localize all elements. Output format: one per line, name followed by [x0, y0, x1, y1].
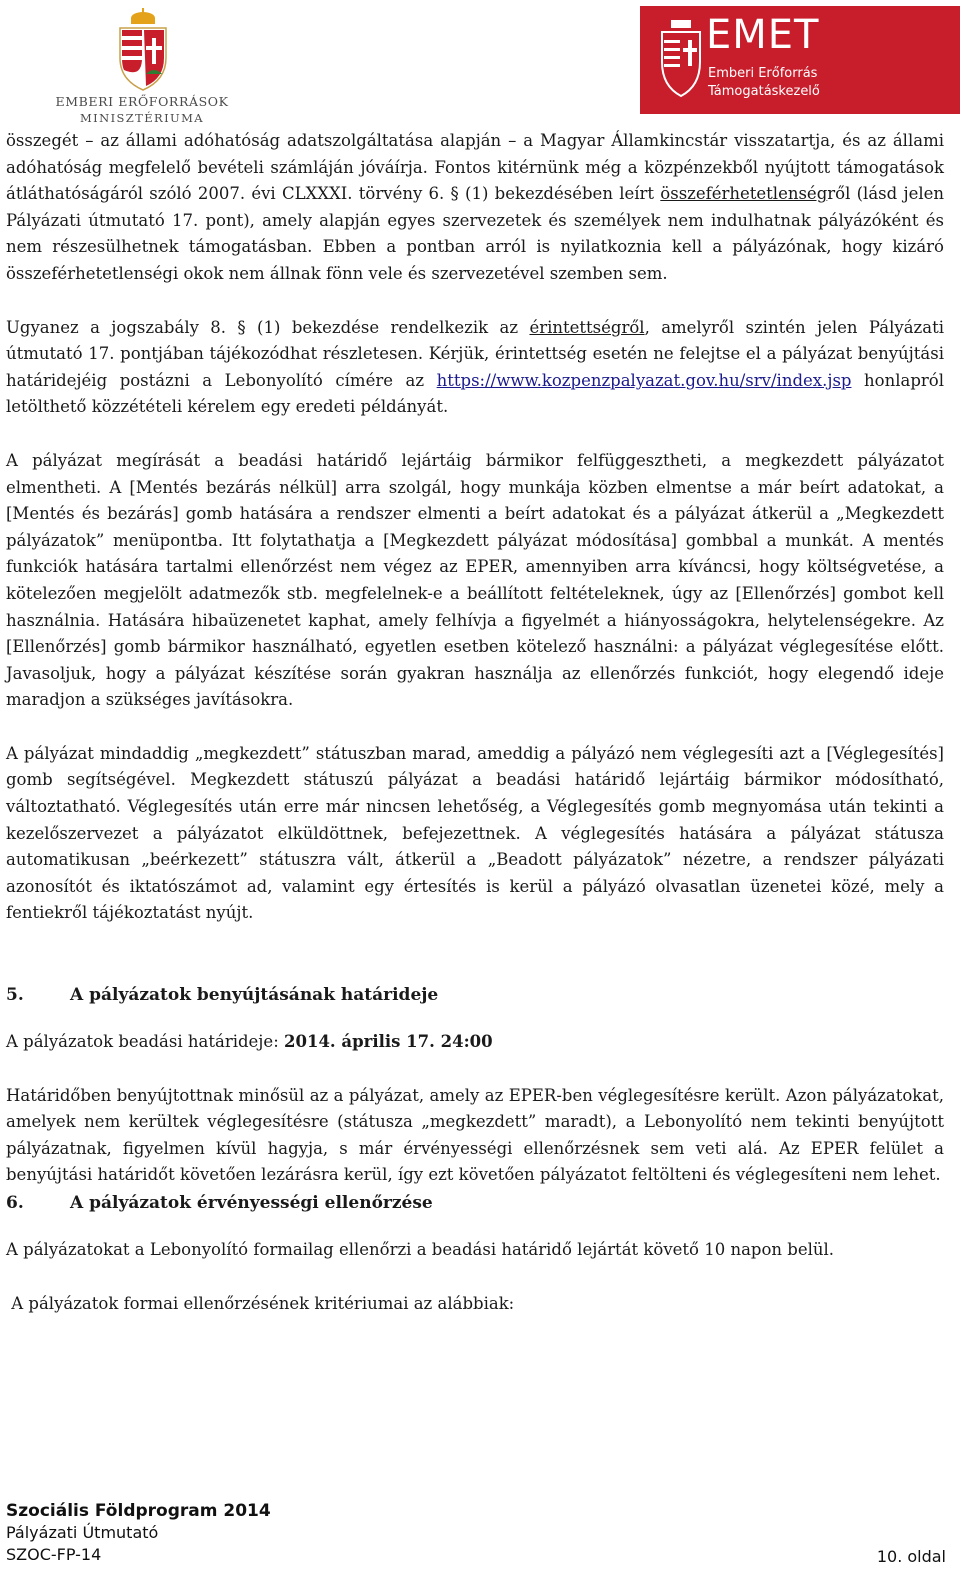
paragraph-1	[6, 128, 944, 288]
ministry-logo	[54, 8, 230, 126]
emet-subtitle-1: Emberi Erőforrás	[708, 66, 818, 81]
paragraph-2	[6, 315, 944, 421]
section-6-title: A pályázatok érvényességi ellenőrzése	[70, 1193, 433, 1213]
footer-code: SZOC-FP-14	[6, 1545, 102, 1564]
footer-doc-title: Pályázati Útmutató	[6, 1523, 159, 1542]
p2-text-c: , amelyről szintén jelen Pályázati útmutató 17. pontjában tájékozódhat részletesen. Kérjük, érintettség esetén ne felejtse el a pályázat benyújtási határidejéig postázni a Lebonyolító címére az	[6, 317, 944, 390]
coat-of-arms-white-icon	[658, 16, 704, 104]
p2-text-d: honlapról letölthető közzétételi kérelem egy eredeti példányát.	[6, 370, 944, 417]
section-5-number: 5.	[6, 985, 24, 1006]
section-6-heading	[6, 1189, 944, 1217]
p2-underlined-term: érintettségről	[529, 317, 645, 337]
page-header	[0, 0, 960, 128]
deadline-label: A pályázatok beadási határideje:	[6, 1032, 284, 1052]
paragraph-3: A pályázat megírását a beadási határidő lejártáig bármikor felfüggesztheti, a megkezdett pályázatot elmentheti. A [Mentés bezárás nélkül] arra szolgál, hogy munkája közben elmentse a már beírt adatokat, a [Mentés és bezárás] gomb hatására a rendszer elmenti a beírt adatokat és a pályázat átkerül a „Megkezdett pályázatok” menüpontba. Itt folytathatja a [Megkezdett pályázat módosítása] gombbal a munkát. A mentés funkciók hatására tartalmi ellenőrzést nem végez az EPER, amennyiben arra kíváncsi, hogy költségvetése, a kötelezően megjelölt adatmezők stb. megfelelnek-e a beállított feltételeknek, úgy az [Ellenőrzés] gombot kell használnia. Hatására hibaüzenetet kaphat, amely felhívja a figyelmét a hiányosságokra, helytelenségekre. Az [Ellenőrzés] gomb bármikor használható, egyetlen esetben kötelező használni: a pályázat véglegesítése előtt. Javasoljuk, hogy a pályázat készítése során gyakran használja az ellenőrzés funkciót, hogy elegendő ideje maradjon a szükséges javításokra.	[6, 450, 944, 710]
emet-title: EMET	[706, 12, 820, 58]
p1-underlined-term: összeférhetetlenség	[660, 184, 828, 204]
paragraph-4: A pályázat mindaddig „megkezdett” státuszban marad, ameddig a pályázó nem véglegesíti azt a [Véglegesítés] gomb segítségével. Megkezdett státuszú pályázat a beadási határidő lejártáig bármikor módosítható, változtatható. Véglegesítés után erre már nincsen lehetőség, a Véglegesítés gomb megnyomása után tekinti a kezelőszervezet a pályázatot elküldöttnek, befejezettnek. A véglegesítés hatására a pályázat státusza automatikusan „beérkezett” státuszra vált, átkerül a „Beadott pályázatok” nézetre, a rendszer pályázati azonosítót és iktatószámot ad, valamint egy értesítés is kerül a pályázó olvasatlan üzenetei közé, mely a fentiekről tájékoztatást nyújt.	[6, 743, 944, 923]
hungarian-coat-of-arms-icon	[114, 8, 172, 92]
paragraph-6: A pályázatokat a Lebonyolító formailag ellenőrzi a beadási határidő lejártát követő 10 napon belül.	[6, 1240, 835, 1259]
p1-text-a: összegét – az állami adóhatóság adatszolgáltatása alapján – a Magyar Államkincstár visszatartja, és az állami adóhatóság megfelelő bevételi számláján jóváírja.	[6, 131, 944, 177]
deadline-line	[6, 1029, 944, 1056]
section-6-number: 6.	[6, 1193, 24, 1213]
p1-text-b: Fontos kitérnünk még a közpénzekből nyújtott támogatások átláthatóságáról szóló 2007. évi CLXXXI. törvény 6. § (1) bekezdésében leírt	[6, 157, 945, 204]
deadline-value: 2014. április 17. 24:00	[284, 1032, 493, 1052]
kozpenzpalyazat-link[interactable]: https://www.kozpenzpalyazat.gov.hu/srv/index.jsp	[436, 370, 852, 390]
section-5-title: A pályázatok benyújtásának határideje	[70, 985, 439, 1006]
page-number: 10. oldal	[876, 1547, 946, 1566]
paragraph-7: A pályázatok formai ellenőrzésének kritériumai az alábbiak:	[6, 1293, 515, 1313]
p1-text-d: ről (lásd jelen Pályázati útmutató 17. pont), amely alapján egyes szervezetek és személyek nem indulhatnak pályázóként és nem részesülhetnek támogatásban. Ebben a pontban arról is nyilatkoznia kell a pályázónak, hogy kizáró összeférhetetlenségi okok nem állnak fönn vele és szervezetével szemben sem.	[6, 184, 944, 283]
emet-logo	[640, 6, 960, 114]
p2-text-a: Ugyanez a jogszabály 8. § (1) bekezdése rendelkezik az	[6, 317, 530, 337]
page-footer	[6, 1500, 946, 1566]
ministry-subtitle: MINISZTÉRIUMA	[79, 111, 205, 125]
document-body	[6, 128, 944, 1317]
paragraph-5: Határidőben benyújtottnak minősül az a pályázat, amely az EPER-ben véglegesítésre került. Azon pályázatokat, amelyek nem kerültek véglegesítésre (státusza „megkezdett” maradt), a Lebonyolító nem tekinti benyújtott pályázatnak, figyelmen kívül hagyja, s már érvényességi ellenőrzésnek sem veti alá. Az EPER felület a benyújtási határidőt követően lezárásra kerül, így ezt követően pályázatot feltölteni és véglegesíteni nem lehet.	[6, 1085, 944, 1185]
ministry-name: EMBERI ERŐFORRÁSOK	[55, 94, 229, 109]
emet-subtitle-2: Támogatáskezelő	[708, 84, 820, 99]
footer-program: Szociális Földprogram 2014	[6, 1501, 271, 1521]
section-5-heading	[6, 981, 944, 1009]
